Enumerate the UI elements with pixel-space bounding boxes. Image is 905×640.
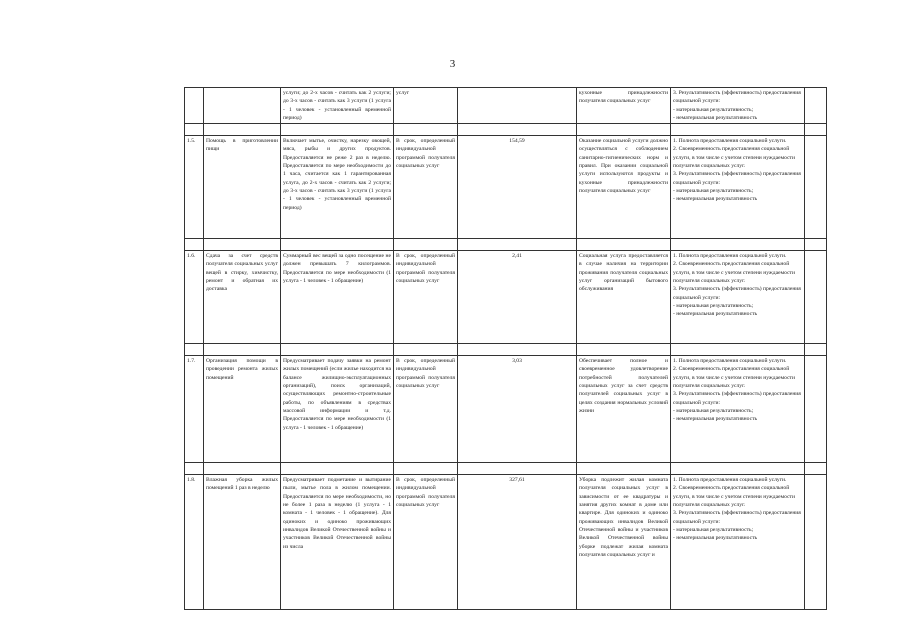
cell-indicators: 1. Полнота предоставления социальной услуги. 2. Своевременность предоставления социальной услуги, в том числе с учетом степени нуждаемости получателя социальных услуг. 3. Результативность (эффективность) предоставления социальной услуги: - материальная результативность; - нематериальная результативность [671,356,805,463]
cell-name [204,88,281,124]
cell-num [185,88,204,124]
cell-standard: Уборка подлежит жилая комната получателя социальных услуг в зависимости от ее квадратуры и занятия других комнат в доме или квартире. Для одиноких и одиноко проживающих инвалидов Великой Отечественной войны и участников Великой Отечественной войны уборке подлежат жилая комната получателя социальных услуг и [577,475,671,610]
cell-standard: кухонные принадлежности получателя социальных услуг [577,88,671,124]
cell-standard: Оказание социальной услуги должно осуществляться с соблюдением санитарно-гигиенических норм и правил. При оказании социальной услуги используются продукты и кухонные принадлежности получателя социальных услуг [577,136,671,239]
cell-extra [805,88,827,124]
cell-num: 1.5. [185,136,204,239]
cell-indicators: 1. Полнота предоставления социальной услуги. 2. Своевременность предоставления социальной услуги, в том числе с учетом степени нуждаемости получателя социальных услуг. 3. Результативность (эффективность) предоставления социальной услуги: - материальная результативность; - нематериальная результативность [671,475,805,610]
cell-extra [805,475,827,610]
cell-cost: 154,59 [458,136,577,239]
cell-description: Предусматривает подачу заявки на ремонт жилых помещений (если жилье находится на балансе жилищно-эксплуатационных организаций), поиск организаций, осуществляющих ремонтно-строительные работы, по объявлениям в средствах массовой информации и т.д. Предоставляется по мере необходимости (1 услуга - 1 человек - 1 обращение) [281,356,394,463]
cell-name: Помощь в приготовлении пищи [204,136,281,239]
cell-description: Суммарный вес вещей за одно посещение не должен превышать 7 килограммов. Предоставляется по мере необходимости (1 услуга - 1 человек - 1 обращение) [281,251,394,344]
cell-extra [805,251,827,344]
table-row [185,251,827,344]
cell-cost: 2,41 [458,251,577,344]
cell-num: 1.6. [185,251,204,344]
cell-description: Предусматривает подметание и вытирание пыли, мытье пола в жилом помещении. Предоставляется по мере необходимости, но не более 1 раза в неделю (1 услуга - 1 комната - 1 человек - 1 обращение). Для одиноких и одиноко проживающих инвалидов Великой Отечественной войны и участников Великой Отечественной войны из числа [281,475,394,610]
table-row-gap [185,344,827,356]
cell-name: Организация помощи в проведении ремонта жилых помещений [204,356,281,463]
cell-standard: Обеспечивает полное и своевременное удовлетворение потребностей получателей социальных услуг за счет средств получателей социальных услуг в целях создания нормальных условий жизни [577,356,671,463]
table-row [185,136,827,239]
cell-timing: В срок, определенный индивидуальной программой получателя социальных услуг [394,475,458,610]
cell-timing: В срок, определенный индивидуальной программой получателя социальных услуг [394,136,458,239]
cell-indicators: 1. Полнота предоставления социальной услуги. 2. Своевременность предоставления социальной услуги, в том числе с учетом степени нуждаемости получателя социальных услуг. 3. Результативность (эффективность) предоставления социальной услуги: - материальная результативность; - нематериальная результативность [671,136,805,239]
cell-indicators: 3. Результативность (эффективность) предоставления социальной услуги: - материальная результативность; - нематериальная результативность [671,88,805,124]
cell-extra [805,356,827,463]
page-number: 3 [449,58,456,70]
cell-cost: 3,03 [458,356,577,463]
cell-num: 1.7. [185,356,204,463]
table-row-gap [185,239,827,251]
table-row-gap [185,463,827,475]
cell-num: 1.8. [185,475,204,610]
cell-standard: Социальная услуга предоставляется в случае наличия на территории проживания получателя социальных услуг организаций бытового обслуживания [577,251,671,344]
cell-description: услуги; до 2-х часов - считать как 2 услуги; до 3-х часов - считать как 3 услуги (1 услуга - 1 человек - установленный временной период) [281,88,394,124]
table-row [185,475,827,610]
table-row [185,356,827,463]
cell-name: Сдача за счет средств получателя социальных услуг вещей в стирку, химчистку, ремонт и обратная их доставка [204,251,281,344]
table-row-continuation [185,88,827,124]
cell-timing: В срок, определенный индивидуальной программой получателя социальных услуг [394,356,458,463]
cell-timing: В срок, определенный индивидуальной программой получателя социальных услуг [394,251,458,344]
cell-cost: 327,61 [458,475,577,610]
cell-cost [458,88,577,124]
services-table [184,87,827,610]
table-row-gap [185,124,827,136]
cell-extra [805,136,827,239]
cell-name: Влажная уборка жилых помещений 1 раз в неделю [204,475,281,610]
cell-indicators: 1. Полнота предоставления социальной услуги. 2. Своевременность предоставления социальной услуги, в том числе с учетом степени нуждаемости получателя социальных услуг. 3. Результативность (эффективность) предоставления социальной услуги: - материальная результативность; - нематериальная результативность [671,251,805,344]
cell-timing: услуг [394,88,458,124]
cell-description: Включает мытье, очистку, нарезку овощей, мяса, рыбы и других продуктов. Предоставляется не реже 2 раз в неделю. Предоставляется по мере необходимости до 1 часа, считается как 1 гарантированная услуга, до 2-х часов - считать как 2 услуги; до 3-х часов - считать как 3 услуги (1 услуга - 1 человек - установленный временной период) [281,136,394,239]
